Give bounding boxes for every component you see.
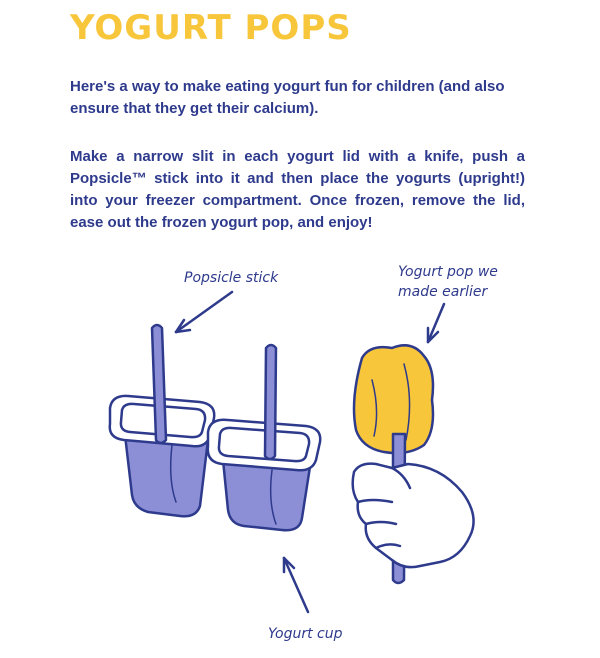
hand — [353, 464, 474, 567]
popsicle-stick-right — [265, 345, 276, 459]
instructions-paragraph: Make a narrow slit in each yogurt lid with a knife, push a Popsicle™ stick into it and then place the yogurts (upright!) into your freezer compartment. Once frozen, remove the lid, ease out the frozen yogurt pop, and enjoy! — [70, 148, 525, 231]
intro-paragraph: Here's a way to make eating yogurt fun for children (and also ensure that they get their calcium). — [70, 78, 505, 117]
yogurt-pops-illustration — [0, 240, 600, 658]
label-yogurt-pop-line1: Yogurt pop we — [398, 264, 498, 280]
arrow-popsicle-stick — [176, 292, 232, 332]
label-yogurt-pop-line2: made earlier — [398, 284, 488, 300]
arrow-yogurt-cup — [284, 558, 308, 612]
label-yogurt-cup: Yogurt cup — [268, 626, 343, 642]
page-title: YOGURT POPS — [70, 8, 352, 48]
arrow-yogurt-pop — [428, 304, 444, 342]
label-popsicle-stick: Popsicle stick — [184, 270, 279, 286]
